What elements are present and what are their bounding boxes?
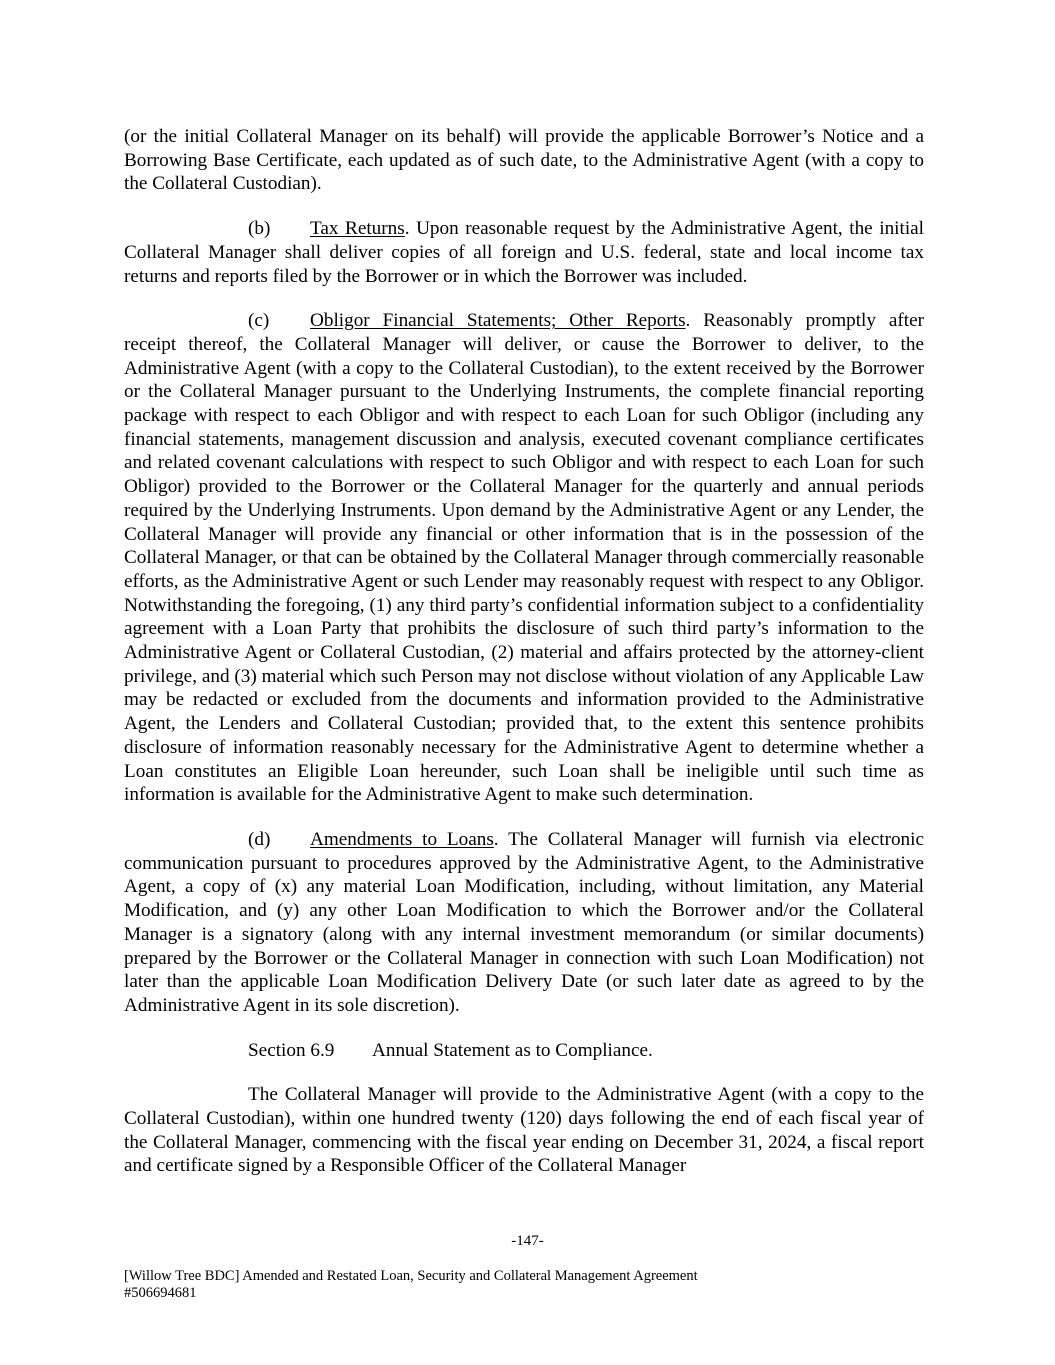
- opening-paragraph-text: (or the initial Collateral Manager on its behalf) will provide the applicable Borrower’s Notice and a Borrowing Base Certificate, each updated as of such date, to the Administrative Agent (with a copy to the Collateral Custodian).: [124, 126, 924, 195]
- closing-paragraph-text: The Collateral Manager will provide to the Administrative Agent (with a copy to the Collateral Custodian), within one hundred twenty (120) days following the end of each fiscal year of the Collateral Manager, commencing with the fiscal year ending on December 31, 2024, a fiscal report and certificate signed by a Responsible Officer of the Collateral Manager: [124, 1084, 924, 1177]
- item-b-number: (b): [248, 218, 271, 240]
- document-body: [124, 125, 924, 1199]
- footer-title: [Willow Tree BDC] Amended and Restated Loan, Security and Collateral Management Agreement: [124, 1268, 698, 1284]
- item-c-number: (c): [248, 310, 270, 332]
- closing-paragraph: [124, 1083, 924, 1178]
- opening-paragraph: [124, 125, 924, 196]
- item-d-heading: Amendments to Loans: [310, 828, 494, 850]
- section-number: Section 6.9: [248, 1039, 335, 1061]
- section-title: Annual Statement as to Compliance.: [372, 1039, 653, 1061]
- item-d-paragraph: [124, 828, 924, 1018]
- footer-doc-id: #506694681: [124, 1285, 197, 1301]
- item-c-heading: Obligor Financial Statements; Other Reports: [310, 310, 686, 332]
- page-number: -147-: [511, 1233, 544, 1249]
- item-c-paragraph: [124, 309, 924, 807]
- item-c-text: . Reasonably promptly after receipt thereof, the Collateral Manager will deliver, or cause the Borrower to deliver, to the Administrative Agent (with a copy to the Collateral Custodian), to the extent received by the Borrower or the Collateral Manager pursuant to the Underlying Instruments, the complete financial reporting package with respect to each Obligor and with respect to each Loan for such Obligor (including any financial statements, management discussion and analysis, executed covenant compliance certificates and related covenant calculations with respect to such Obligor and with respect to each Loan for such Obligor) provided to the Borrower or the Collateral Manager for the quarterly and annual periods required by the Underlying Instruments. Upon demand by the Administrative Agent or any Lender, the Collateral Manager will provide any financial or other information that is in the possession of the Collateral Manager, or that can be obtained by the Collateral Manager through commercially reasonable efforts, as the Administrative Agent or such Lender may reasonably request with respect to any Obligor. Notwithstanding the foregoing, (1) any third party’s confidential information subject to a confidentiality agreement with a Loan Party that prohibits the disclosure of such third party’s information to the Administrative Agent or Collateral Custodian, (2) material and affairs protected by the attorney-client privilege, and (3) material which such Person may not disclose without violation of any Applicable Law may be redacted or excluded from the documents and information provided to the Administrative Agent, the Lenders and Collateral Custodian; provided that, to the extent this sentence prohibits disclosure of information reasonably necessary for the Administrative Agent to determine whether a Loan constitutes an Eligible Loan hereunder, such Loan shall be ineligible until such time as information is available for the Administrative Agent to make such determination.: [124, 310, 924, 806]
- item-d-number: (d): [248, 828, 271, 850]
- section-heading: [124, 1039, 924, 1063]
- item-b-heading: Tax Returns: [310, 218, 405, 240]
- document-footer: [124, 1268, 698, 1302]
- item-d-text: . The Collateral Manager will furnish via electronic communication pursuant to procedures approved by the Administrative Agent, to the Administrative Agent, a copy of (x) any material Loan Modification, including, without limitation, any Material Modification, and (y) any other Loan Modification to which the Borrower and/or the Collateral Manager is a signatory (along with any internal investment memorandum (or similar documents) prepared by the Borrower or the Collateral Manager in connection with such Loan Modification) not later than the applicable Loan Modification Delivery Date (or such later date as agreed to by the Administrative Agent in its sole discretion).: [124, 828, 924, 1016]
- item-b-paragraph: [124, 217, 924, 288]
- item-b-text: . Upon reasonable request by the Administrative Agent, the initial Collateral Manager shall deliver copies of all foreign and U.S. federal, state and local income tax returns and reports filed by the Borrower or in which the Borrower was included.: [124, 218, 925, 287]
